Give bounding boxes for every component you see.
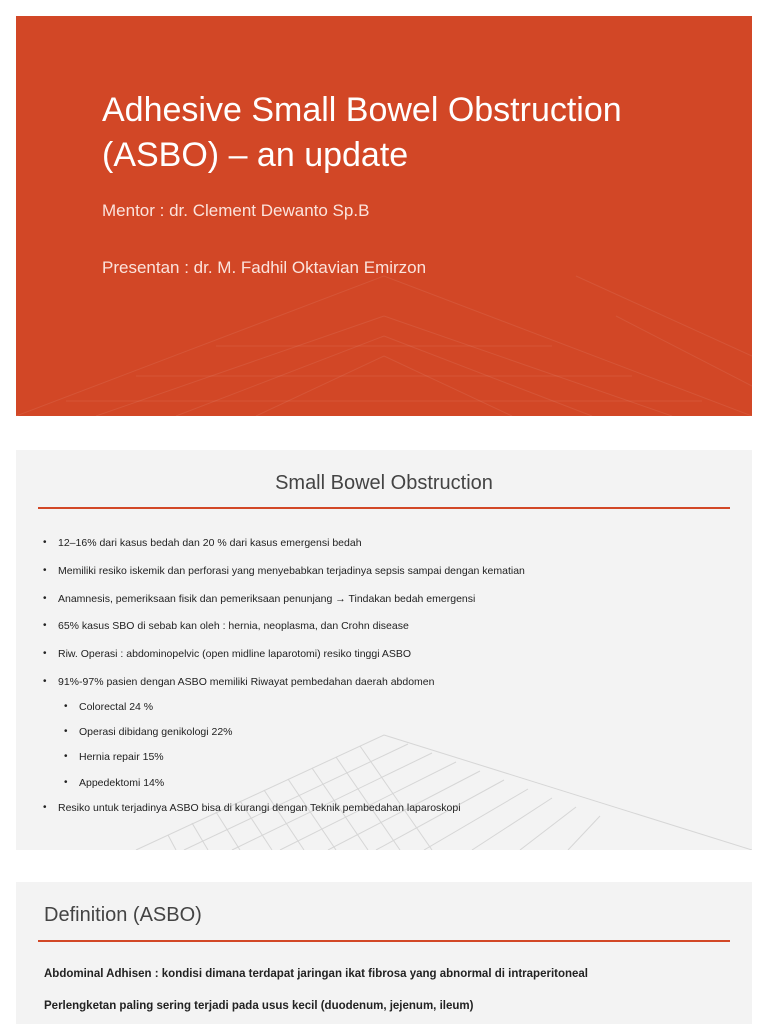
bullet-item: • 65% kasus SBO di sebab kan oleh : hernia, neoplasma, dan Crohn disease	[43, 619, 525, 647]
bullet-item: • 91%-97% pasien dengan ASBO memiliki Riwayat pembedahan daerah abdomen	[43, 675, 525, 700]
bullet-item: • Memiliki resiko iskemik dan perforasi yang menyebabkan terjadinya sepsis sampai dengan kematian	[43, 564, 525, 592]
slide-heading: Small Bowel Obstruction	[275, 472, 493, 494]
definition-slide	[16, 882, 752, 1024]
sub-bullet-item: • Hernia repair 15%	[43, 750, 525, 775]
title-line-2: (ASBO) – an update	[102, 136, 409, 174]
title-slide	[16, 16, 752, 416]
sub-bullet-item: • Colorectal 24 %	[43, 700, 525, 725]
sub-bullet-item: • Appedektomi 14%	[43, 776, 525, 801]
sub-bullet-item: • Operasi dibidang genikologi 22%	[43, 725, 525, 750]
presentation-title	[102, 88, 722, 178]
bullet-item: • Resiko untuk terjadinya ASBO bisa di kurangi dengan Teknik pembedahan laparoskopi	[43, 801, 525, 829]
definition-line-1: Abdominal Adhisen : kondisi dimana terdapat jaringan ikat fibrosa yang abnormal di intraperitoneal	[44, 968, 588, 980]
heading-rule	[38, 507, 730, 509]
bullet-item: • Riw. Operasi : abdominopelvic (open midline laparotomi) resiko tinggi ASBO	[43, 647, 525, 675]
sbo-slide	[16, 450, 752, 850]
mentor-line: Mentor : dr. Clement Dewanto Sp.B	[102, 201, 370, 220]
title-line-1: Adhesive Small Bowel Obstruction	[102, 91, 622, 129]
definition-line-2: Perlengketan paling sering terjadi pada usus kecil (duodenum, jejenum, ileum)	[44, 1000, 474, 1012]
bullet-item: • 12–16% dari kasus bedah dan 20 % dari kasus emergensi bedah	[43, 536, 525, 564]
presenter-line: Presentan : dr. M. Fadhil Oktavian Emirzon	[102, 258, 427, 277]
bullet-item: • Anamnesis, pemeriksaan fisik dan pemeriksaan penunjang → Tindakan bedah emergensi	[43, 592, 525, 620]
slide-heading: Definition (ASBO)	[44, 904, 202, 926]
bullet-list	[43, 536, 525, 829]
heading-rule	[38, 940, 730, 942]
